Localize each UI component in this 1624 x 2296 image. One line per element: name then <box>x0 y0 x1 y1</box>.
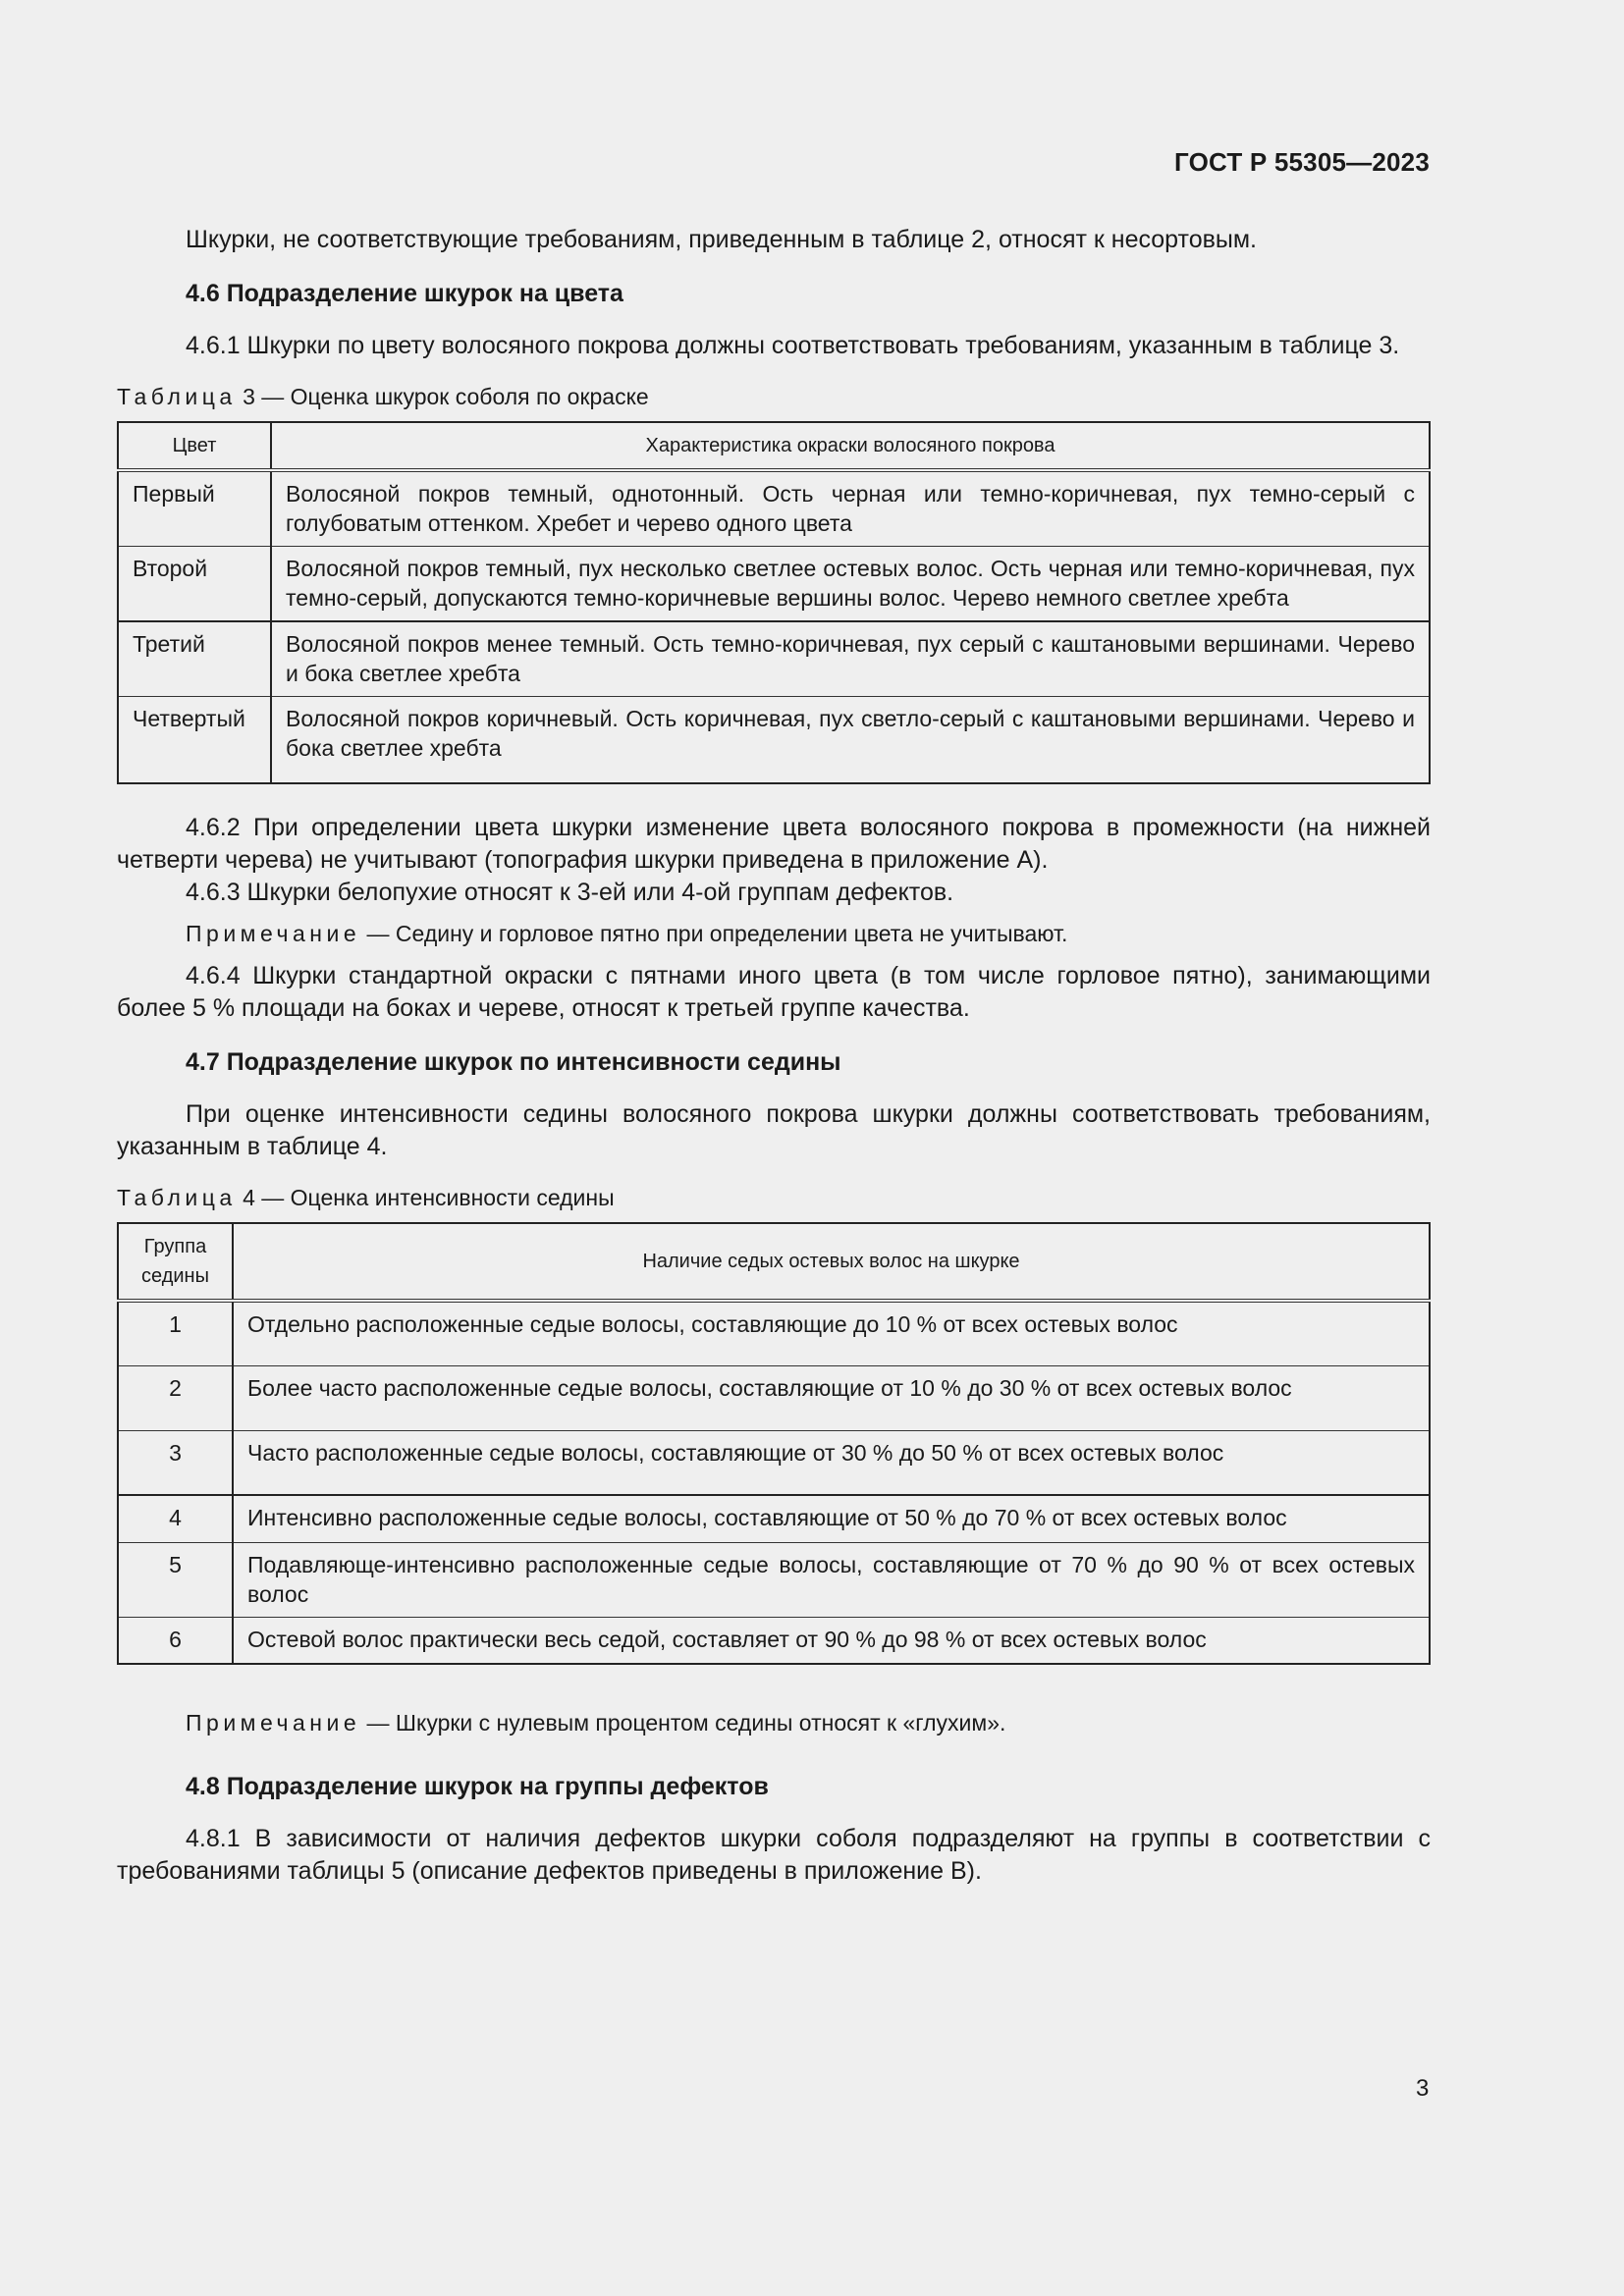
table-row <box>118 1495 1430 1542</box>
paragraph-4-8-1: 4.8.1 В зависимости от наличия дефектов шкурки соболя подразделяют на группы в соответствии с требованиями таблицы 5 (описание дефектов приведены в приложение В). <box>117 1825 1431 1885</box>
table3-cell-color: Второй <box>118 547 271 622</box>
note-1 <box>117 919 1431 948</box>
note2-text: — Шкурки с нулевым процентом седины относят к «глухим». <box>360 1710 1006 1735</box>
table4-cell-group: 4 <box>118 1495 233 1542</box>
table4-col-group-line1: Группа <box>143 1236 207 1257</box>
paragraph-4-6-1: 4.6.1 Шкурки по цвету волосяного покрова должны соответствовать требованиям, указанным в таблице 3. <box>186 332 1400 359</box>
paragraph-intro: Шкурки, не соответствующие требованиям, приведенным в таблице 2, относят к несортовым. <box>186 226 1257 253</box>
table4-cell-desc: Интенсивно расположенные седые волосы, составляющие от 50 % до 70 % от всех остевых волос <box>233 1495 1430 1542</box>
heading-4-7: 4.7 Подразделение шкурок по интенсивности седины <box>186 1048 841 1076</box>
table-row <box>118 547 1430 622</box>
table3-col-characteristic: Характеристика окраски волосяного покрова <box>271 422 1430 470</box>
table-row <box>118 1365 1430 1430</box>
table3-cell-color: Первый <box>118 470 271 547</box>
table4-cell-group: 3 <box>118 1430 233 1495</box>
table4-cell-desc: Более часто расположенные седые волосы, составляющие от 10 % до 30 % от всех остевых волос <box>233 1365 1430 1430</box>
table3-cell-desc: Волосяной покров темный, однотонный. Ость черная или темно-коричневая, пух темно-серый с голубоватым оттенком. Хребет и черево одного цвета <box>271 470 1430 547</box>
table4-cell-group: 5 <box>118 1542 233 1617</box>
table4-cell-group: 6 <box>118 1617 233 1664</box>
table-3 <box>117 421 1431 784</box>
note1-text: — Седину и горловое пятно при определении цвета не учитывают. <box>360 921 1068 946</box>
table-row <box>118 697 1430 784</box>
table3-caption-text: 3 — Оценка шкурок соболя по окраске <box>236 384 649 409</box>
table4-col-presence: Наличие седых остевых волос на шкурке <box>233 1223 1430 1301</box>
table-row <box>118 621 1430 697</box>
table3-header-row <box>118 422 1430 470</box>
paragraph-4-7: При оценке интенсивности седины волосяного покрова шкурки должны соответствовать требованиям, указанным в таблице 4. <box>117 1100 1431 1160</box>
table-4 <box>117 1222 1431 1665</box>
table4-cell-group: 1 <box>118 1301 233 1365</box>
page-number: 3 <box>1416 2075 1430 2102</box>
table4-cell-desc: Остевой волос практически весь седой, составляет от 90 % до 98 % от всех остевых волос <box>233 1617 1430 1664</box>
table4-header-row <box>118 1223 1430 1301</box>
table3-caption-label: Таблица <box>117 384 237 409</box>
table3-caption <box>117 382 1431 411</box>
table-row <box>118 1542 1430 1617</box>
table4-col-group-line2: седины <box>141 1265 209 1287</box>
table3-cell-desc: Волосяной покров коричневый. Ость коричневая, пух светло-серый с каштановыми вершинами. Черево и бока светлее хребта <box>271 697 1430 784</box>
note2-label: Примечание <box>186 1710 361 1735</box>
paragraph-4-6-3: 4.6.3 Шкурки белопухие относят к 3-ей или 4-ой группам дефектов. <box>186 879 954 906</box>
paragraph-4-6-4: 4.6.4 Шкурки стандартной окраски с пятнами иного цвета (в том числе горловое пятно), занимающими более 5 % площади на боках и череве, относят к третьей группе качества. <box>117 962 1431 1022</box>
table-row <box>118 1617 1430 1664</box>
table4-caption-text: 4 — Оценка интенсивности седины <box>236 1185 615 1210</box>
table-row <box>118 1301 1430 1365</box>
note1-label: Примечание <box>186 921 361 946</box>
table-row <box>118 1430 1430 1495</box>
table4-cell-desc: Подавляюще-интенсивно расположенные седые волосы, составляющие от 70 % до 90 % от всех остевых волос <box>233 1542 1430 1617</box>
table4-caption-label: Таблица <box>117 1185 237 1210</box>
table4-cell-desc: Часто расположенные седые волосы, составляющие от 30 % до 50 % от всех остевых волос <box>233 1430 1430 1495</box>
table-row <box>118 470 1430 547</box>
page-content <box>117 224 1431 1888</box>
table4-col-group <box>118 1223 233 1301</box>
table3-cell-color: Третий <box>118 621 271 697</box>
table4-cell-group: 2 <box>118 1365 233 1430</box>
heading-4-6: 4.6 Подразделение шкурок на цвета <box>186 280 623 307</box>
table3-cell-desc: Волосяной покров темный, пух несколько светлее остевых волос. Ость черная или темно-коричневая, пух темно-серый, допускаются темно-коричневые вершины волос. Черево немного светлее хребта <box>271 547 1430 622</box>
table4-caption <box>117 1183 1431 1212</box>
table3-cell-color: Четвертый <box>118 697 271 784</box>
table3-cell-desc: Волосяной покров менее темный. Ость темно-коричневая, пух серый с каштановыми вершинами. Черево и бока светлее хребта <box>271 621 1430 697</box>
heading-4-8: 4.8 Подразделение шкурок на группы дефектов <box>186 1773 769 1800</box>
table3-col-color: Цвет <box>118 422 271 470</box>
table4-cell-desc: Отдельно расположенные седые волосы, составляющие до 10 % от всех остевых волос <box>233 1301 1430 1365</box>
standard-number: ГОСТ Р 55305—2023 <box>1174 147 1430 177</box>
paragraph-4-6-2: 4.6.2 При определении цвета шкурки изменение цвета волосяного покрова в промежности (на нижней четверти черева) не учитывают (топография шкурки приведена в приложение А). <box>117 814 1431 874</box>
note-2 <box>117 1708 1431 1737</box>
